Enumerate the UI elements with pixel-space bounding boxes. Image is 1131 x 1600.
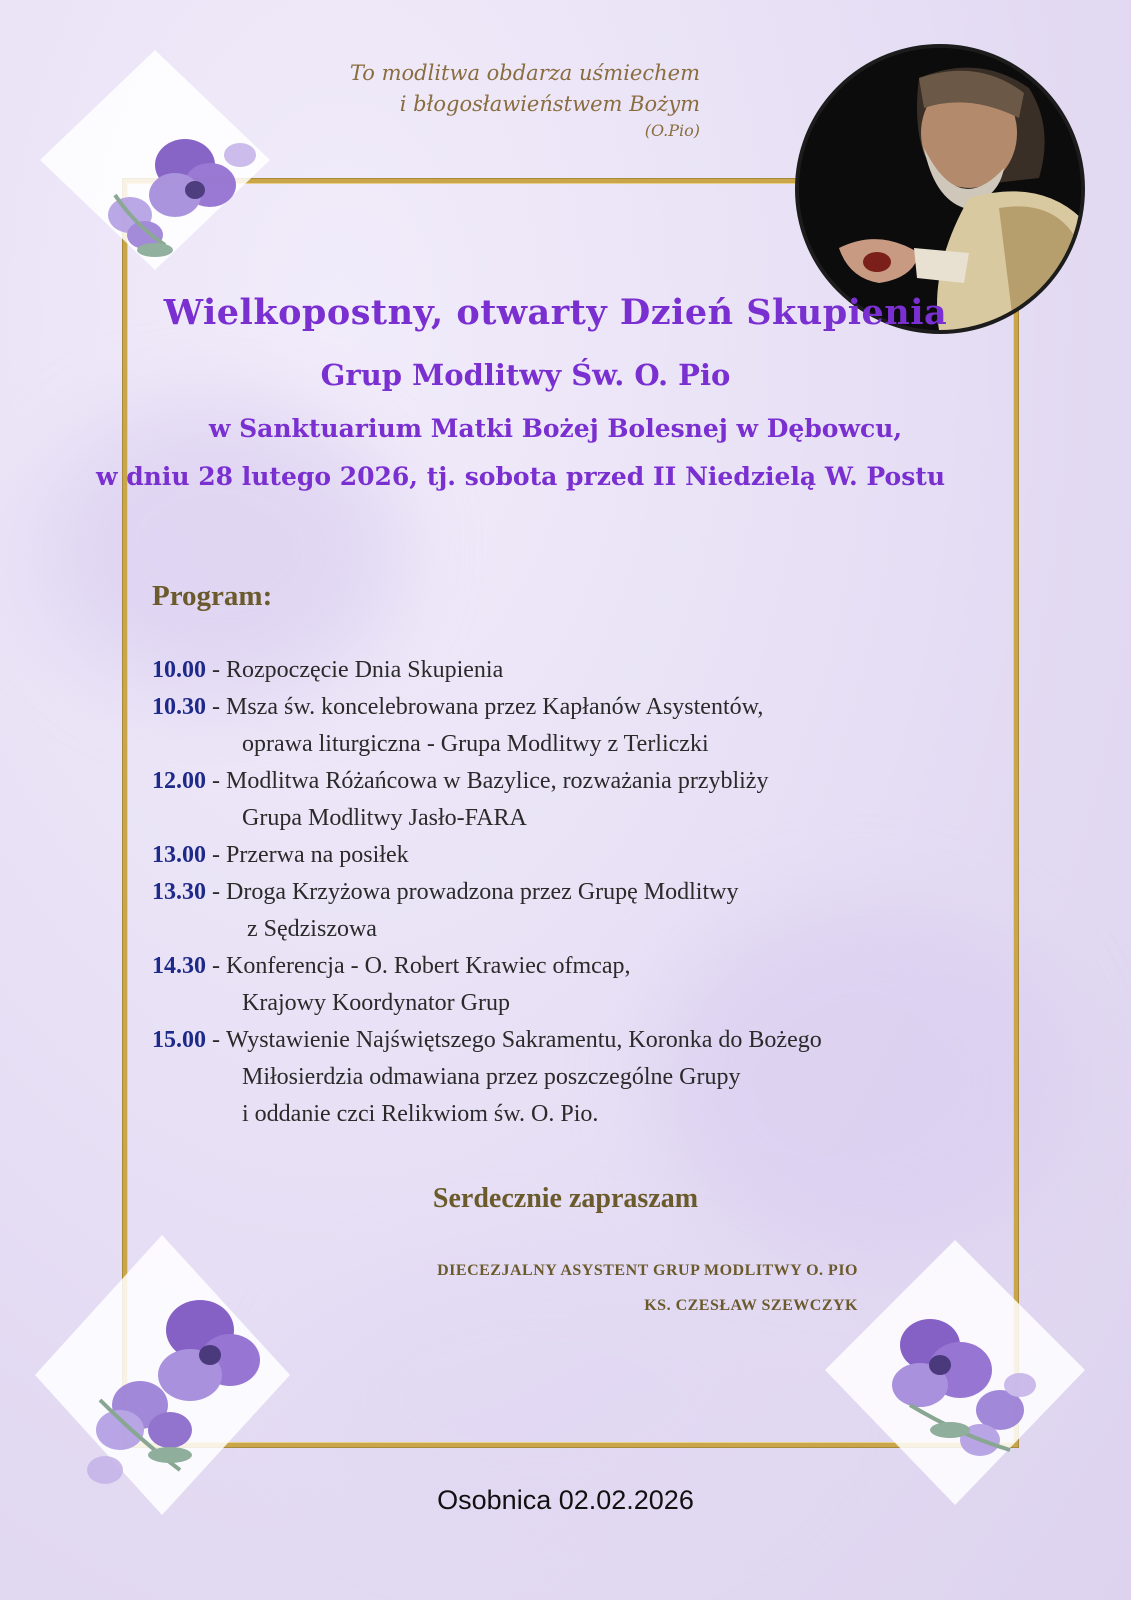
program-text-cont: i oddanie czci Relikwiom św. O. Pio. <box>242 1101 599 1127</box>
program-text-cont: Grupa Modlitwy Jasło-FARA <box>242 805 527 831</box>
program-item: 13.00 - Przerwa na posiłek <box>152 837 1002 874</box>
signature-title: DIECEZJALNY ASYSTENT GRUP MODLITWY O. PIO <box>437 1262 858 1279</box>
program-text: Droga Krzyżowa prowadzona przez Grupę Modlitwy <box>226 879 739 905</box>
program-text: Przerwa na posiłek <box>226 842 409 868</box>
quote-line-1: To modlitwa obdarza uśmiechem <box>349 61 700 85</box>
title-line-4: w dniu 28 lutego 2026, tj. sobota przed II Niedzielą W. Postu <box>95 462 946 491</box>
portrait-illustration <box>799 48 1081 330</box>
program-time: 10.00 <box>152 657 206 683</box>
program-item: 14.30 - Konferencja - O. Robert Krawiec ofmcap, <box>152 948 1002 985</box>
program-text-cont: z Sędziszowa <box>247 916 377 942</box>
program-time: 13.00 <box>152 842 206 868</box>
title-line-1: Wielkopostny, otwarty Dzień Skupienia <box>163 292 948 333</box>
program-text: Modlitwa Różańcowa w Bazylice, rozważania przybliży <box>226 768 769 794</box>
violet-flowers-bottom-right <box>820 1235 1090 1510</box>
program-item: 12.00 - Modlitwa Różańcowa w Bazylice, rozważania przybliży <box>152 763 1002 800</box>
title-line-3: w Sanktuarium Matki Bożej Bolesnej w Dębowcu, <box>208 414 903 443</box>
violet-flowers-bottom-left <box>30 1230 295 1520</box>
quote-line-2: i błogosławieństwem Bożym <box>399 92 700 116</box>
program-text: Wystawienie Najświętszego Sakramentu, Koronka do Bożego <box>226 1027 822 1053</box>
program-item: 10.00 - Rozpoczęcie Dnia Skupienia <box>152 652 1002 689</box>
program-time: 13.30 <box>152 879 206 905</box>
violet-flowers-top-left <box>35 45 275 275</box>
title-line-2: Grup Modlitwy Św. O. Pio <box>320 358 731 392</box>
program-time: 12.00 <box>152 768 206 794</box>
program-text: Konferencja - O. Robert Krawiec ofmcap, <box>226 953 631 979</box>
program-heading: Program: <box>152 580 273 612</box>
invitation: Serdecznie zapraszam <box>432 1183 699 1214</box>
place-date: Osobnica 02.02.2026 <box>437 1485 694 1515</box>
pio-quote <box>300 58 700 142</box>
program-text-cont: Miłosierdzia odmawiana przez poszczególne Grupy <box>242 1064 741 1090</box>
program-text: Msza św. koncelebrowana przez Kapłanów Asystentów, <box>226 694 764 720</box>
quote-author: (O.Pio) <box>644 121 700 140</box>
program-item: 10.30 - Msza św. koncelebrowana przez Kapłanów Asystentów, <box>152 689 1002 726</box>
program-list <box>152 652 1002 1133</box>
signature-name: KS. CZESŁAW SZEWCZYK <box>644 1297 858 1314</box>
program-text-cont: oprawa liturgiczna - Grupa Modlitwy z Terliczki <box>242 731 709 757</box>
program-text: Rozpoczęcie Dnia Skupienia <box>226 657 504 683</box>
program-time: 14.30 <box>152 953 206 979</box>
padre-pio-portrait <box>795 44 1085 334</box>
program-item: 15.00 - Wystawienie Najświętszego Sakramentu, Koronka do Bożego <box>152 1022 1002 1059</box>
program-time: 10.30 <box>152 694 206 720</box>
program-time: 15.00 <box>152 1027 206 1053</box>
program-item: 13.30 - Droga Krzyżowa prowadzona przez Grupę Modlitwy <box>152 874 1002 911</box>
program-text-cont: Krajowy Koordynator Grup <box>242 990 510 1016</box>
